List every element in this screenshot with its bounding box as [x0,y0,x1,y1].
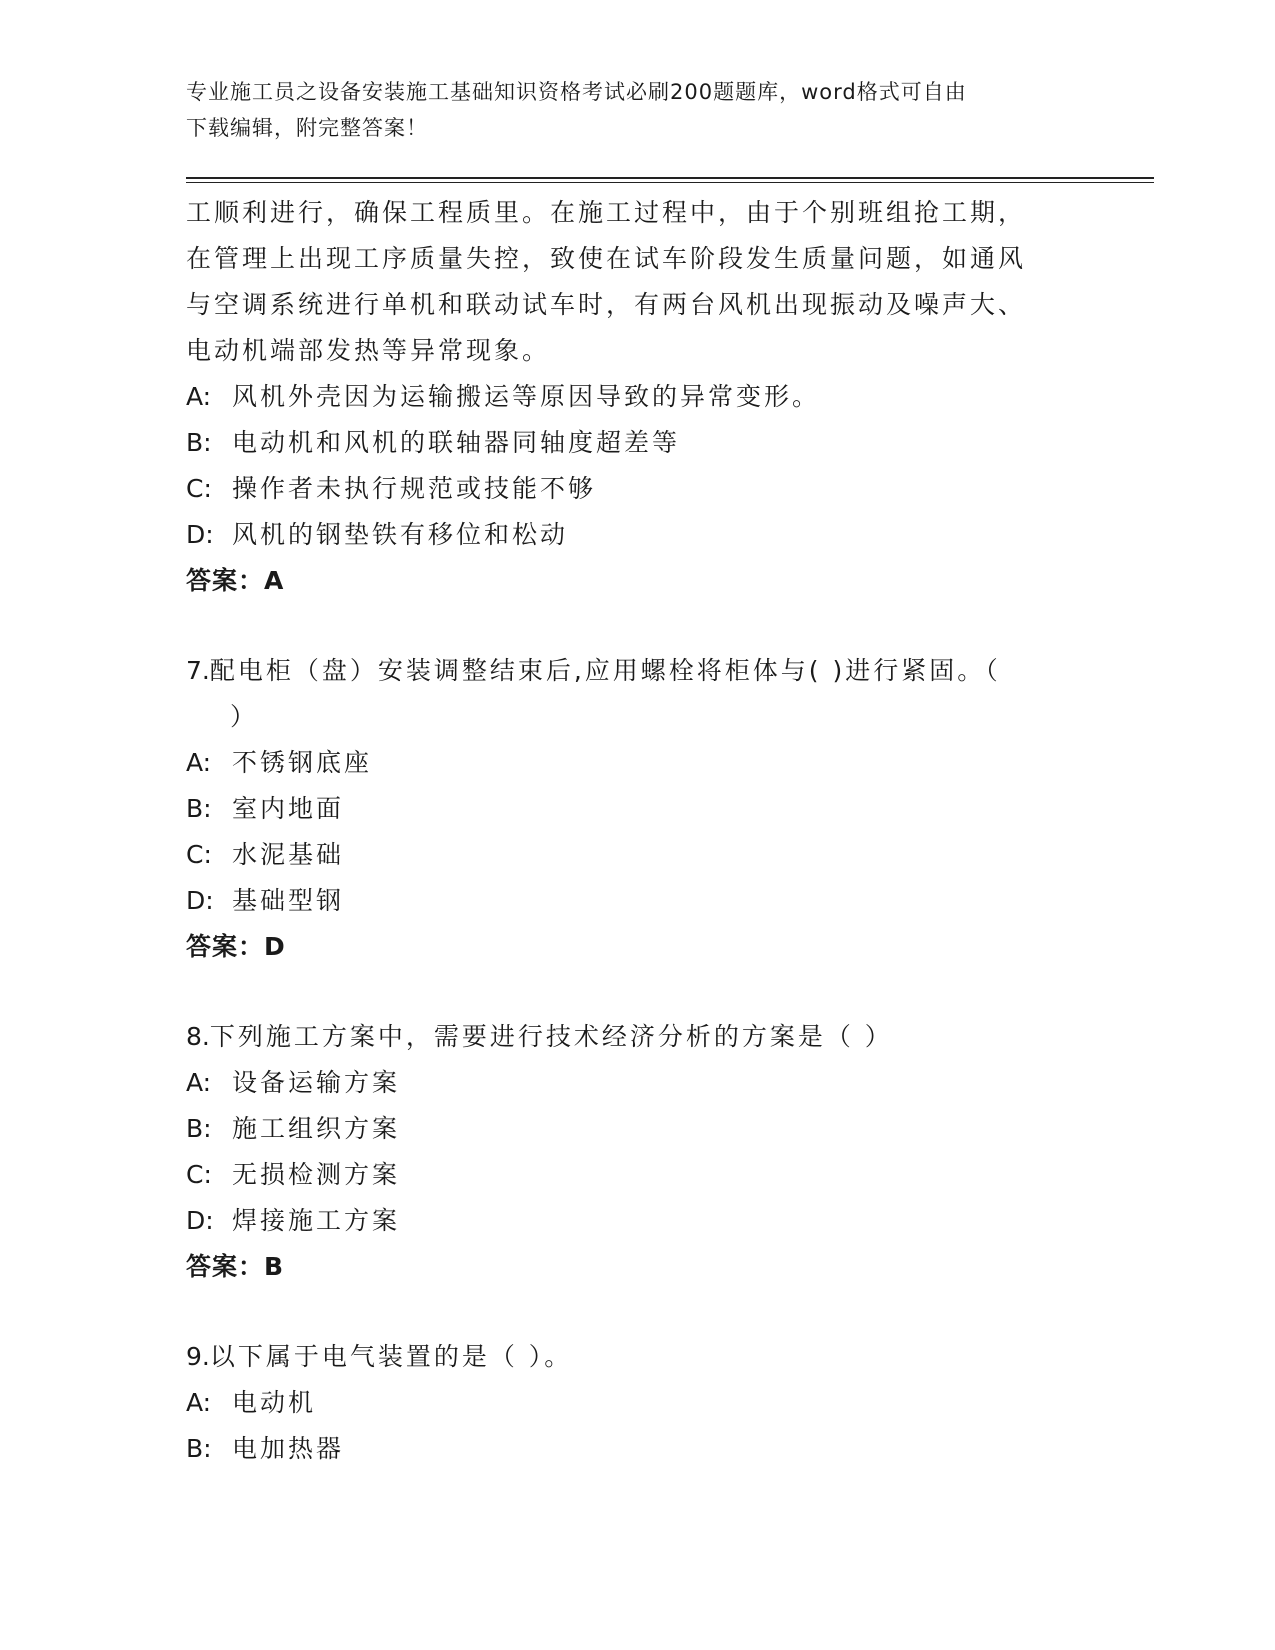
option-text: 无损检测方案 [232,1160,401,1189]
option-key: D: [186,886,214,915]
question-text-line: 电动机端部发热等异常现象。 [186,336,551,365]
page-header [186,74,1066,146]
option-key: A: [186,1068,212,1097]
option-b [186,1106,1086,1152]
question-title-continued: ） [230,702,259,731]
option-text: 施工组织方案 [232,1114,401,1143]
option-key: B: [186,428,212,457]
option-d [186,512,1086,558]
question-title [186,1014,1086,1060]
option-key: A: [186,748,212,777]
option-key: D: [186,1206,214,1235]
option-b [186,420,1086,466]
option-key: C: [186,840,212,869]
header-line-2: 下载编辑，附完整答案！ [186,116,428,140]
option-c [186,832,1086,878]
option-text: 电动机 [232,1388,317,1417]
option-key: C: [186,1160,212,1189]
option-key: A: [186,382,212,411]
option-c [186,1152,1086,1198]
option-key: B: [186,794,212,823]
question-number: 7. [186,656,210,685]
option-c [186,466,1086,512]
option-text: 操作者未执行规范或技能不够 [232,474,597,503]
question-text-line: 与空调系统进行单机和联动试车时，有两台风机出现振动及噪声大、 [186,290,1027,319]
option-text: 水泥基础 [232,840,345,869]
question-text: 以下属于电气装置的是（ ）。 [209,1342,573,1371]
question-number: 9. [186,1342,210,1371]
question-spacer [186,604,1086,648]
question-spacer [186,1290,1086,1334]
option-text: 不锈钢底座 [232,748,373,777]
option-d [186,1198,1086,1244]
option-text: 基础型钢 [232,886,345,915]
option-text: 风机的钢垫铁有移位和松动 [232,520,569,549]
option-a [186,740,1086,786]
option-key: D: [186,520,214,549]
answer-line: 答案：A [186,566,285,595]
option-a [186,1380,1086,1426]
question-continuation [186,190,1086,604]
question-7 [186,648,1086,970]
option-key: B: [186,1114,212,1143]
option-b [186,786,1086,832]
question-title [186,648,1086,694]
document-body [186,190,1086,1472]
question-text: 下列施工方案中，需要进行技术经济分析的方案是（ ） [209,1022,893,1051]
question-text-line: 在管理上出现工序质量失控，致使在试车阶段发生质量问题，如通风 [186,244,1027,273]
option-text: 电加热器 [232,1434,345,1463]
option-d [186,878,1086,924]
question-8 [186,1014,1086,1290]
question-title [186,1334,1086,1380]
option-a [186,1060,1086,1106]
option-key: C: [186,474,212,503]
question-number: 8. [186,1022,210,1051]
question-text: 配电柜（盘）安装调整结束后,应用螺栓将柜体与( )进行紧固。（ [209,656,1001,685]
option-text: 电动机和风机的联轴器同轴度超差等 [232,428,681,457]
question-9 [186,1334,1086,1472]
header-line-1: 专业施工员之设备安装施工基础知识资格考试必刷200题题库，word格式可自由 [186,80,967,104]
option-key: B: [186,1434,212,1463]
option-text: 设备运输方案 [232,1068,401,1097]
option-b [186,1426,1086,1472]
option-text: 风机外壳因为运输搬运等原因导致的异常变形。 [232,382,821,411]
header-divider [186,177,1154,183]
option-key: A: [186,1388,212,1417]
question-spacer [186,970,1086,1014]
answer-line: 答案：D [186,932,286,961]
question-text-line: 工顺利进行，确保工程质里。在施工过程中，由于个别班组抢工期， [186,198,1027,227]
option-a [186,374,1086,420]
option-text: 焊接施工方案 [232,1206,401,1235]
answer-line: 答案：B [186,1252,285,1281]
option-text: 室内地面 [232,794,345,823]
